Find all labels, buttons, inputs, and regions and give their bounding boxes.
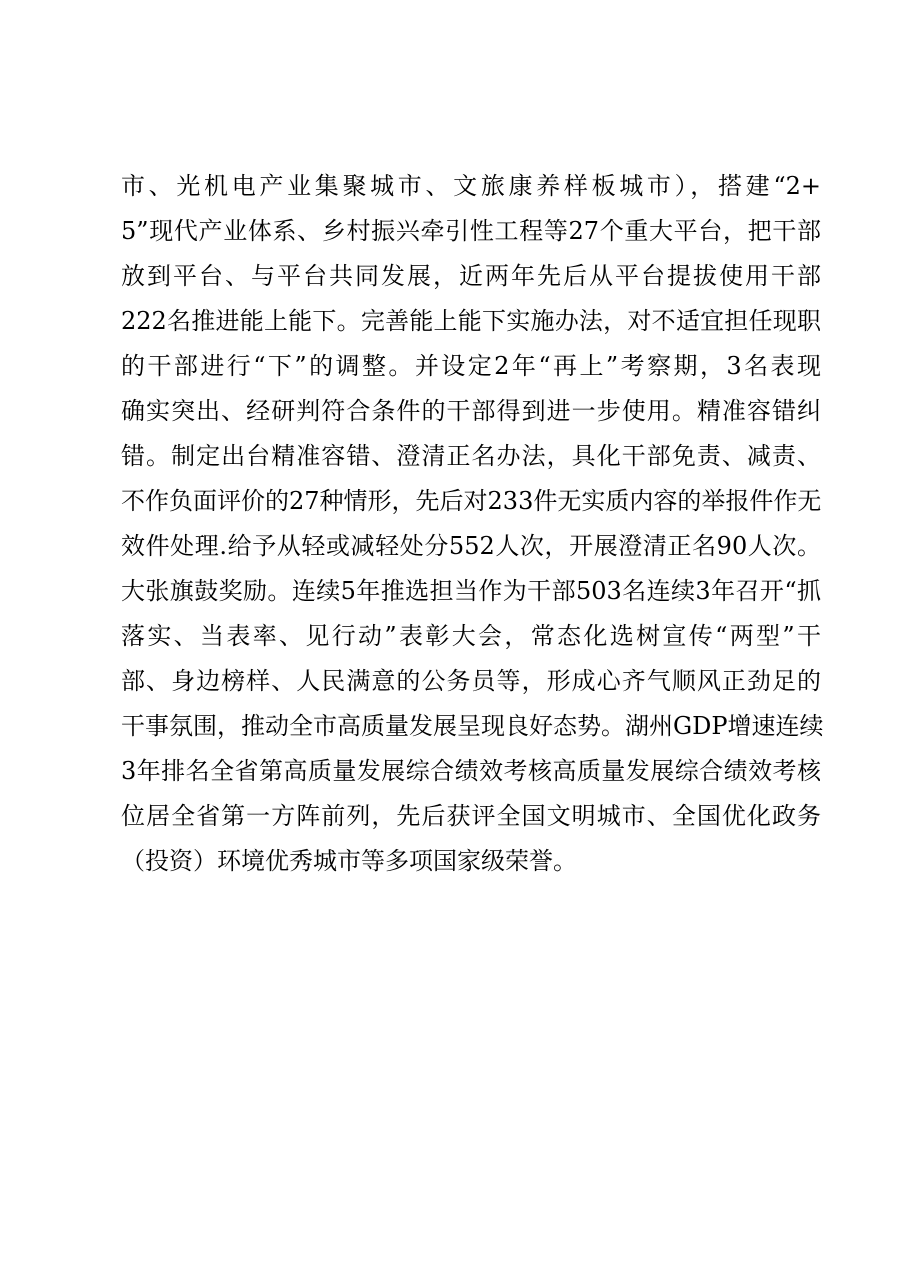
text-line-1: 市、光机电产业集聚城市、文旅康养样板城市），搭建“2+ (121, 172, 821, 200)
text-line-8: 不作负面评价的27种情形，先后对233件无实质内容的举报件作无 (121, 487, 822, 515)
text-line-5: 的干部进行“下”的调整。并设定2年“再上”考察期，3名表现 (121, 352, 821, 380)
text-line-6: 确实突出、经研判符合条件的干部得到进一步使用。精准容错纠 (121, 397, 821, 425)
text-line-10: 大张旗鼓奖励。连续5年推选担当作为干部503名连续3年召开“抓 (121, 577, 821, 605)
text-line-12: 部、身边榜样、人民满意的公务员等，形成心齐气顺风正劲足的 (121, 667, 821, 695)
text-line-2: 5”现代产业体系、乡村振兴牵引性工程等27个重大平台，把干部 (121, 217, 821, 245)
text-line-9: 效件处理.给予从轻或减轻处分552人次，开展澄清正名90人次。 (121, 532, 821, 560)
text-line-16: （投资）环境优秀城市等多项国家级荣誉。 (121, 847, 577, 875)
text-line-13: 干事氛围，推动全市高质量发展呈现良好态势。湖州GDP增速连续 (121, 712, 824, 740)
text-line-7: 错。制定出台精准容错、澄清正名办法，具化干部免责、减责、 (121, 442, 821, 470)
text-line-3: 放到平台、与平台共同发展，近两年先后从平台提拔使用干部 (121, 262, 821, 290)
text-line-4: 222名推进能上能下。完善能上能下实施办法，对不适宜担任现职 (121, 307, 821, 335)
text-line-11: 落实、当表率、见行动”表彰大会，常态化选树宣传“两型”干 (121, 622, 821, 650)
text-line-15: 位居全省第一方阵前列，先后获评全国文明城市、全国优化政务 (121, 802, 821, 830)
body-text (121, 164, 824, 884)
text-line-14: 3年排名全省第高质量发展综合绩效考核高质量发展综合绩效考核 (121, 757, 821, 785)
